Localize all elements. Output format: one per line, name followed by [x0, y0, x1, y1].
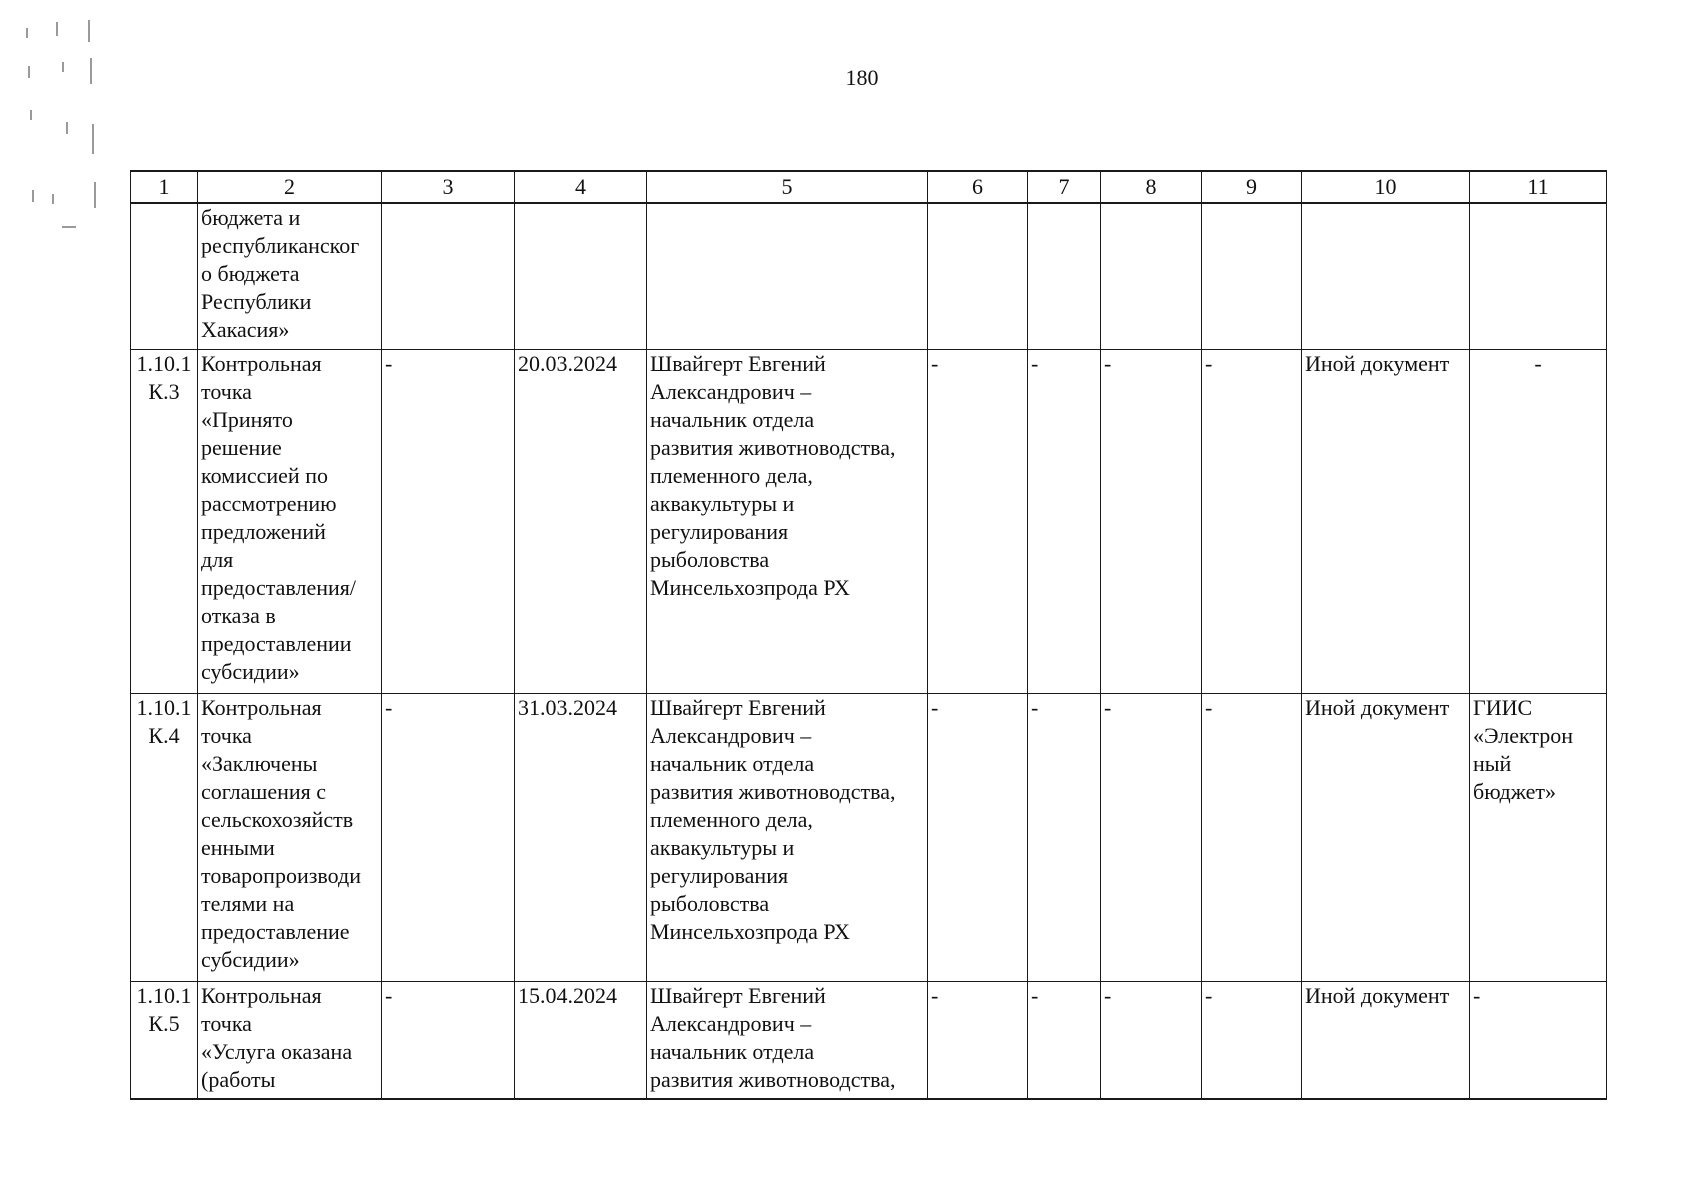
document-type-cell: Иной документ: [1302, 350, 1470, 694]
document-type-cell: Иной документ: [1302, 694, 1470, 982]
column-7-cell: -: [1028, 694, 1101, 982]
page-number: 180: [845, 65, 879, 90]
column-9-cell: [1202, 203, 1302, 350]
column-7-cell: -: [1028, 350, 1101, 694]
table-row: [131, 350, 1607, 694]
table-row: [131, 694, 1607, 982]
column-header: 11: [1470, 171, 1607, 203]
control-point-name-cell: бюджета и республиканског о бюджета Республики Хакасия»: [198, 203, 382, 350]
column-header: 3: [382, 171, 515, 203]
table-row: [131, 203, 1607, 350]
responsible-person-cell: Швайгерт Евгений Александрович – начальник отдела развития животноводства,: [647, 982, 928, 1100]
information-system-cell: [1470, 203, 1607, 350]
column-6-cell: -: [928, 350, 1028, 694]
document-type-cell: Иной документ: [1302, 982, 1470, 1100]
responsible-person-cell: Швайгерт Евгений Александрович – начальник отдела развития животноводства, племенного дела, аквакультуры и регулирования рыболовства Минсельхозпрода РХ: [647, 350, 928, 694]
column-8-cell: -: [1101, 350, 1202, 694]
row-number-cell: 1.10.1 К.3: [131, 350, 198, 694]
column-6-cell: [928, 203, 1028, 350]
information-system-cell: -: [1470, 350, 1607, 694]
column-header: 2: [198, 171, 382, 203]
row-number-cell: 1.10.1 К.4: [131, 694, 198, 982]
date-cell: 20.03.2024: [515, 350, 647, 694]
column-3-cell: -: [382, 350, 515, 694]
responsible-person-cell: Швайгерт Евгений Александрович – начальник отдела развития животноводства, племенного дела, аквакультуры и регулирования рыболовства Минсельхозпрода РХ: [647, 694, 928, 982]
table-header-row: [131, 171, 1607, 203]
control-point-name-cell: Контрольная точка «Услуга оказана (работы: [198, 982, 382, 1100]
column-header: 5: [647, 171, 928, 203]
column-9-cell: -: [1202, 694, 1302, 982]
column-header: 6: [928, 171, 1028, 203]
column-header: 10: [1302, 171, 1470, 203]
date-cell: [515, 203, 647, 350]
scan-margin-marks: [22, 14, 102, 244]
column-3-cell: [382, 203, 515, 350]
column-header: 4: [515, 171, 647, 203]
column-3-cell: -: [382, 694, 515, 982]
column-header: 9: [1202, 171, 1302, 203]
control-point-name-cell: Контрольная точка «Заключены соглашения с сельскохозяйств енными товаропроизводи телями на предоставление субсидии»: [198, 694, 382, 982]
column-8-cell: -: [1101, 694, 1202, 982]
column-3-cell: -: [382, 982, 515, 1100]
column-9-cell: -: [1202, 982, 1302, 1100]
information-system-cell: ГИИС «Электрон ный бюджет»: [1470, 694, 1607, 982]
row-number-cell: 1.10.1 К.5: [131, 982, 198, 1100]
control-points-table: [130, 170, 1607, 1100]
row-number-cell: [131, 203, 198, 350]
column-header: 1: [131, 171, 198, 203]
table-row: [131, 982, 1607, 1100]
responsible-person-cell: [647, 203, 928, 350]
column-9-cell: -: [1202, 350, 1302, 694]
column-6-cell: -: [928, 982, 1028, 1100]
column-header: 7: [1028, 171, 1101, 203]
column-8-cell: [1101, 203, 1202, 350]
column-header: 8: [1101, 171, 1202, 203]
column-7-cell: -: [1028, 982, 1101, 1100]
document-type-cell: [1302, 203, 1470, 350]
column-7-cell: [1028, 203, 1101, 350]
date-cell: 31.03.2024: [515, 694, 647, 982]
date-cell: 15.04.2024: [515, 982, 647, 1100]
control-point-name-cell: Контрольная точка «Принято решение комиссией по рассмотрению предложений для предоставления/ отказа в предоставлении субсидии»: [198, 350, 382, 694]
column-8-cell: -: [1101, 982, 1202, 1100]
information-system-cell: -: [1470, 982, 1607, 1100]
column-6-cell: -: [928, 694, 1028, 982]
